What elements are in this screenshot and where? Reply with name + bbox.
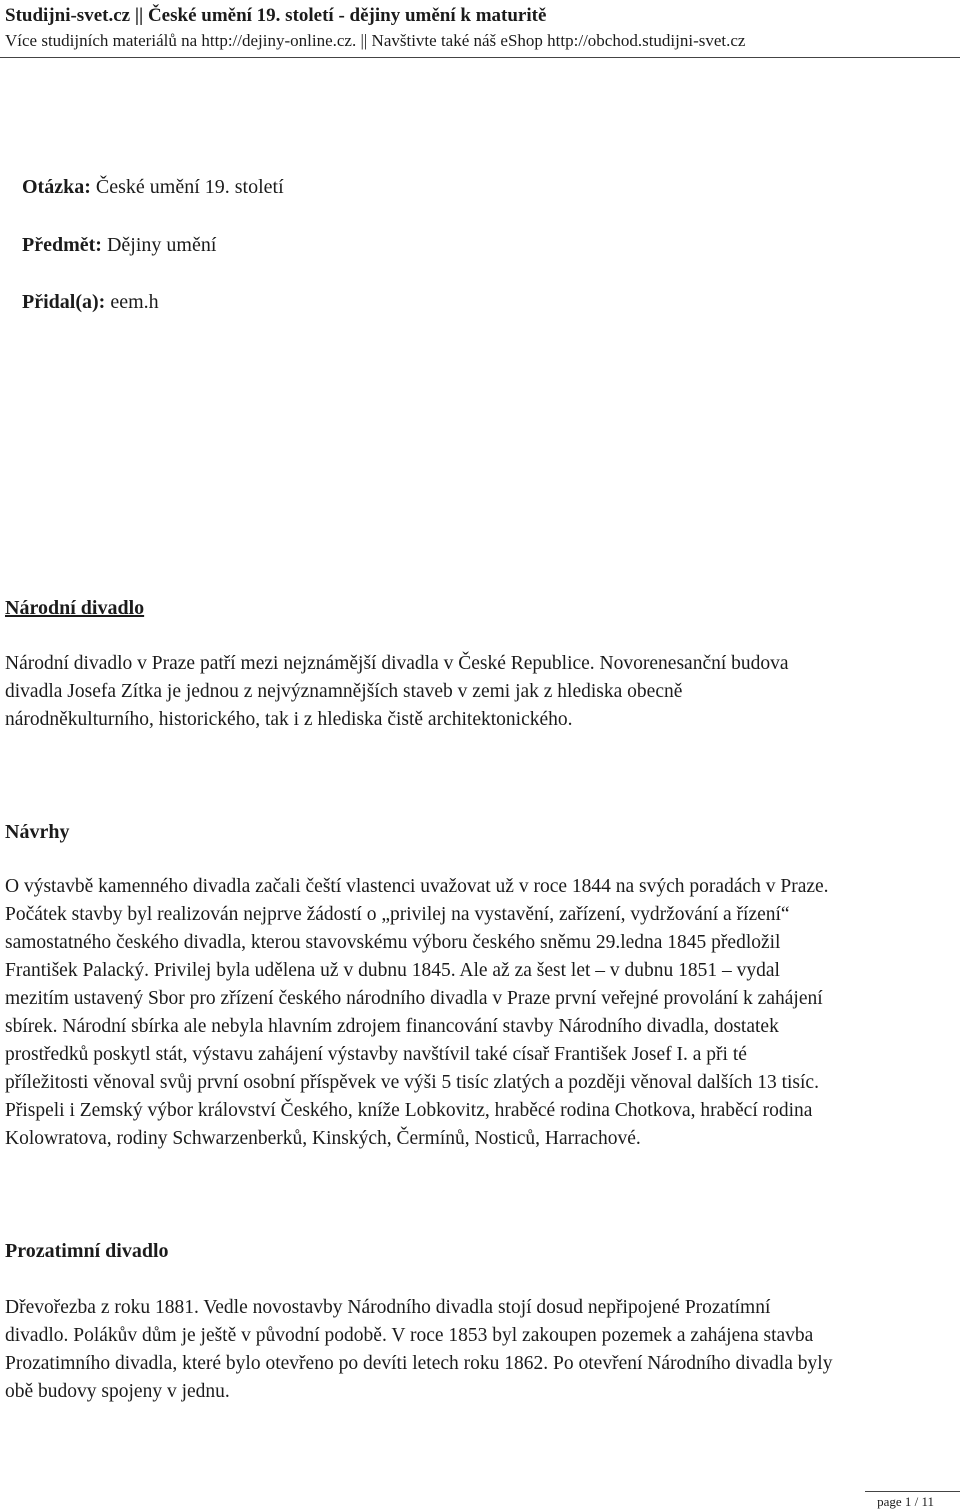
- subject-value: Dějiny umění: [106, 234, 217, 256]
- paragraph-line: O výstavbě kamenného divadla začali čeští vlastenci uvažovat už v roce 1844 na svých poradách v Praze.: [5, 876, 829, 897]
- paragraph-narodni-divadlo: [5, 650, 955, 734]
- subject-label: Předmět:: [22, 234, 102, 256]
- question-value: České umění 19. století: [95, 176, 284, 198]
- paragraph-prozatimni-divadlo: [5, 1294, 955, 1406]
- meta-question: [22, 175, 284, 199]
- author-value: eem.h: [110, 291, 159, 313]
- header-divider: [0, 57, 960, 58]
- paragraph-line: mezitím ustavený Sbor pro zřízení českého národního divadla v Praze první veřejné provolání k zahájení: [5, 988, 823, 1009]
- paragraph-line: obě budovy spojeny v jednu.: [5, 1381, 230, 1402]
- document-title: České umění 19. století - dějiny umění k maturitě: [147, 5, 547, 26]
- paragraph-line: národněkulturního, historického, tak i z hlediska čistě architektonického.: [5, 709, 573, 730]
- heading-prozatimni-divadlo: Prozatimní divadlo: [5, 1240, 169, 1262]
- header-separator: ||: [360, 31, 368, 50]
- page-number: page 1 / 11: [877, 1494, 934, 1509]
- paragraph-line: Počátek stavby byl realizován nejprve žádostí o „privilej na vystavění, zařízení, vydržování a řízení“: [5, 904, 790, 925]
- paragraph-navrhy: [5, 873, 955, 1153]
- paragraph-line: Přispeli i Zemský výbor království Českého, kníže Lobkovitz, hraběcé rodina Chotkova, hraběcí rodina: [5, 1100, 813, 1121]
- paragraph-line: prostředků poskytl stát, výstavu zahájení výstavby navštívil také císař František Josef I. a při té: [5, 1044, 747, 1065]
- paragraph-line: Prozatimního divadla, které bylo otevřeno po devíti letech roku 1862. Po otevření Národního divadla byly: [5, 1353, 833, 1374]
- header-title-line: [5, 4, 546, 28]
- meta-author: [22, 290, 159, 314]
- header-more-materials: Více studijních materiálů na http://dejiny-online.cz.: [5, 31, 357, 50]
- meta-subject: [22, 233, 216, 257]
- paragraph-line: Kolowratova, rodiny Schwarzenberků, Kinských, Čermínů, Nosticů, Harrachové.: [5, 1128, 641, 1149]
- paragraph-line: divadla Josefa Zítka je jednou z nejvýznamnějších staveb v zemi jak z hlediska obecně: [5, 681, 683, 702]
- paragraph-line: František Palacký. Privilej byla udělena už v dubnu 1845. Ale až za šest let – v dubnu 1851 – vydal: [5, 960, 780, 981]
- paragraph-line: divadlo. Polákův dům je ještě v původní podobě. V roce 1853 byl zakoupen pozemek a zahájena stavba: [5, 1325, 814, 1346]
- footer-divider: [865, 1491, 960, 1492]
- paragraph-line: příležitosti věnoval svůj první osobní příspěvek ve výši 5 tisíc zlatých a později věnoval dalších 13 tisíc.: [5, 1072, 819, 1093]
- heading-navrhy: Návrhy: [5, 821, 70, 843]
- paragraph-line: Dřevořezba z roku 1881. Vedle novostavby Národního divadla stojí dosud nepřipojené Prozatímní: [5, 1297, 771, 1318]
- question-label: Otázka:: [22, 176, 91, 198]
- author-label: Přidal(a):: [22, 291, 106, 313]
- paragraph-line: samostatného českého divadla, kterou stavovskému výboru českého sněmu 29.ledna 1845 předložil: [5, 932, 781, 953]
- paragraph-line: Národní divadlo v Praze patří mezi nejznámější divadla v České Republice. Novorenesanční budova: [5, 653, 789, 674]
- paragraph-line: sbírek. Národní sbírka ale nebyla hlavním zdrojem financování stavby Národního divadla, dostatek: [5, 1016, 779, 1037]
- heading-narodni-divadlo: Národní divadlo: [5, 597, 145, 619]
- header-eshop: Navštivte také náš eShop http://obchod.studijni-svet.cz: [371, 31, 746, 50]
- header-separator: ||: [134, 5, 144, 26]
- header-info-line: [5, 30, 745, 52]
- site-name: Studijni-svet.cz: [5, 5, 131, 26]
